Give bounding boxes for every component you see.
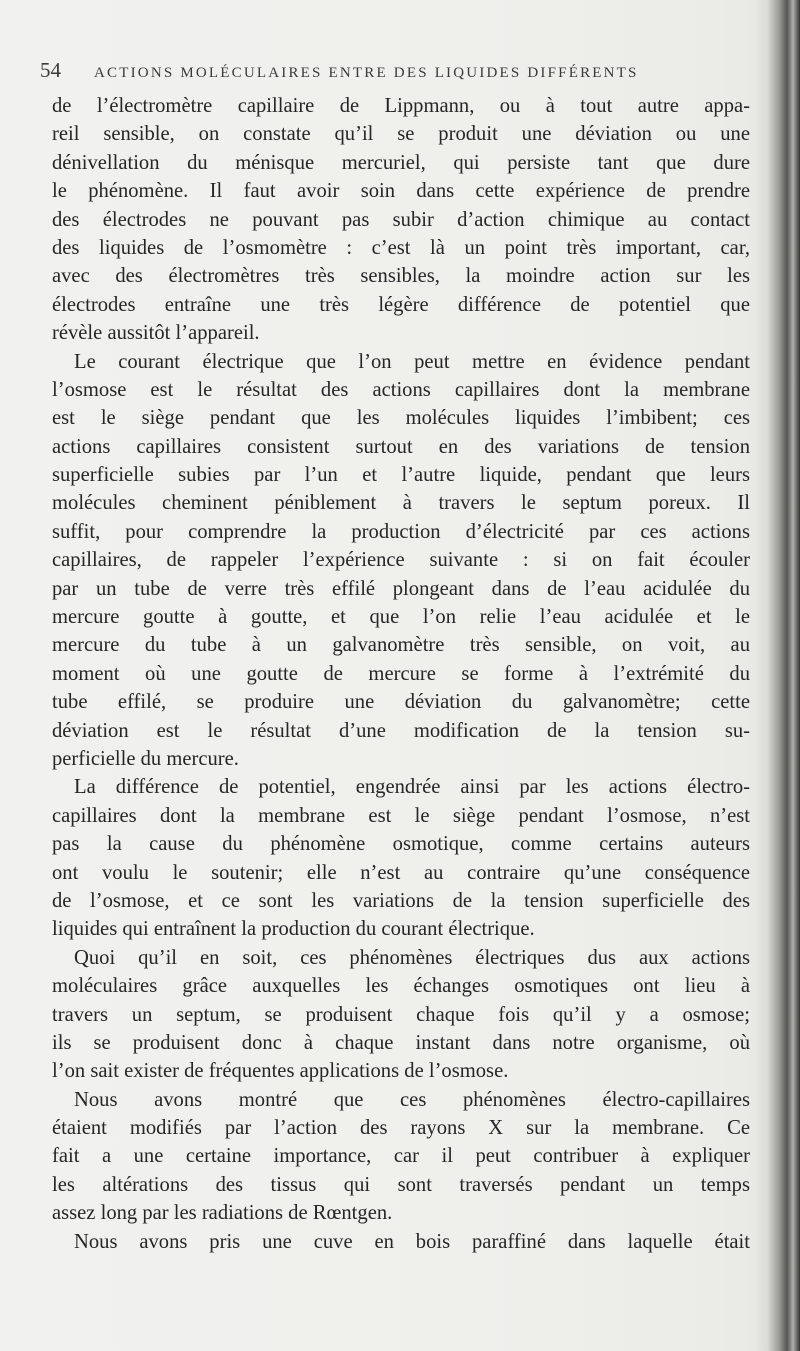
text-line: actions capillaires consistent surtout en des variations de tension xyxy=(52,435,750,458)
text-line: pas la cause du phénomène osmotique, comme certains auteurs xyxy=(52,833,750,856)
text-line: des électrodes ne pouvant pas subir d’action chimique au contact xyxy=(52,208,750,231)
running-head: ACTIONS MOLÉCULAIRES ENTRE DES LIQUIDES DIFFÉRENTS xyxy=(94,65,639,81)
text-line: l’osmose est le résultat des actions capillaires dont la membrane xyxy=(52,378,750,401)
text-line: dénivellation du ménisque mercuriel, qui persiste tant que dure xyxy=(52,151,750,174)
text-line: le phénomène. Il faut avoir soin dans cette expérience de prendre xyxy=(52,180,750,203)
text-line: assez long par les radiations de Rœntgen. xyxy=(52,1202,393,1225)
text-line: perficielle du mercure. xyxy=(52,747,239,770)
text-line: moléculaires grâce auxquelles les échanges osmotiques ont lieu à xyxy=(52,975,750,998)
text-line: moment où une goutte de mercure se forme à l’extrémité du xyxy=(52,662,750,685)
text-line: est le siège pendant que les molécules liquides l’imbibent; ces xyxy=(52,407,750,430)
text-line: les altérations des tissus qui sont traversés pendant un temps xyxy=(52,1173,750,1196)
text-line: déviation est le résultat d’une modification de la tension su- xyxy=(52,719,750,742)
text-line: reil sensible, on constate qu’il se produit une déviation ou une xyxy=(52,123,750,146)
text-line: l’on sait exister de fréquentes applications de l’osmose. xyxy=(52,1060,509,1083)
text-line: par un tube de verre très effilé plongeant dans de l’eau acidulée du xyxy=(52,577,750,600)
text-line: superficielle subies par l’un et l’autre liquide, pendant que leurs xyxy=(52,464,750,487)
text-line: liquides qui entraînent la production du courant électrique. xyxy=(52,918,535,941)
text-line: de l’osmose, et ce sont les variations de la tension superficielle des xyxy=(52,889,750,912)
text-line: révèle aussitôt l’appareil. xyxy=(52,322,260,345)
page-number: 54 xyxy=(40,58,61,82)
text-line: tube effilé, se produire une déviation du galvanomètre; cette xyxy=(52,691,750,714)
text-line: La différence de potentiel, engendrée ainsi par les actions électro- xyxy=(74,776,750,799)
text-line: mercure du tube à un galvanomètre très sensible, on voit, au xyxy=(52,634,750,657)
text-line: avec des électromètres très sensibles, la moindre action sur les xyxy=(52,265,750,288)
text-line: molécules cheminent péniblement à travers le septum poreux. Il xyxy=(52,492,750,515)
text-line: Le courant électrique que l’on peut mettre en évidence pendant xyxy=(74,350,750,373)
text-line: Quoi qu’il en soit, ces phénomènes électriques dus aux actions xyxy=(74,946,750,969)
text-line: ont voulu le soutenir; elle n’est au contraire qu’une conséquence xyxy=(52,861,750,884)
text-line: Nous avons pris une cuve en bois paraffiné dans laquelle était xyxy=(74,1230,750,1253)
text-line: ils se produisent donc à chaque instant dans notre organisme, où xyxy=(52,1031,750,1054)
text-line: étaient modifiés par l’action des rayons X sur la membrane. Ce xyxy=(52,1117,750,1140)
body-text xyxy=(52,92,750,1256)
text-line: des liquides de l’osmomètre : c’est là un point très important, car, xyxy=(52,236,750,259)
page-header xyxy=(40,58,740,88)
text-line: mercure goutte à goutte, et que l’on relie l’eau acidulée et le xyxy=(52,606,750,629)
text-line: capillaires, de rappeler l’expérience suivante : si on fait écouler xyxy=(52,549,750,572)
page-binding-shadow xyxy=(754,0,800,1351)
text-line: travers un septum, se produisent chaque fois qu’il y a osmose; xyxy=(52,1003,750,1026)
text-line: capillaires dont la membrane est le siège pendant l’osmose, n’est xyxy=(52,804,750,827)
text-line: Nous avons montré que ces phénomènes électro-capillaires xyxy=(74,1088,750,1111)
text-line: de l’électromètre capillaire de Lippmann, ou à tout autre appa- xyxy=(52,95,750,117)
text-line: électrodes entraîne une très légère différence de potentiel que xyxy=(52,293,750,316)
text-line: fait a une certaine importance, car il peut contribuer à expliquer xyxy=(52,1145,750,1168)
text-line: suffit, pour comprendre la production d’électricité par ces actions xyxy=(52,520,750,543)
